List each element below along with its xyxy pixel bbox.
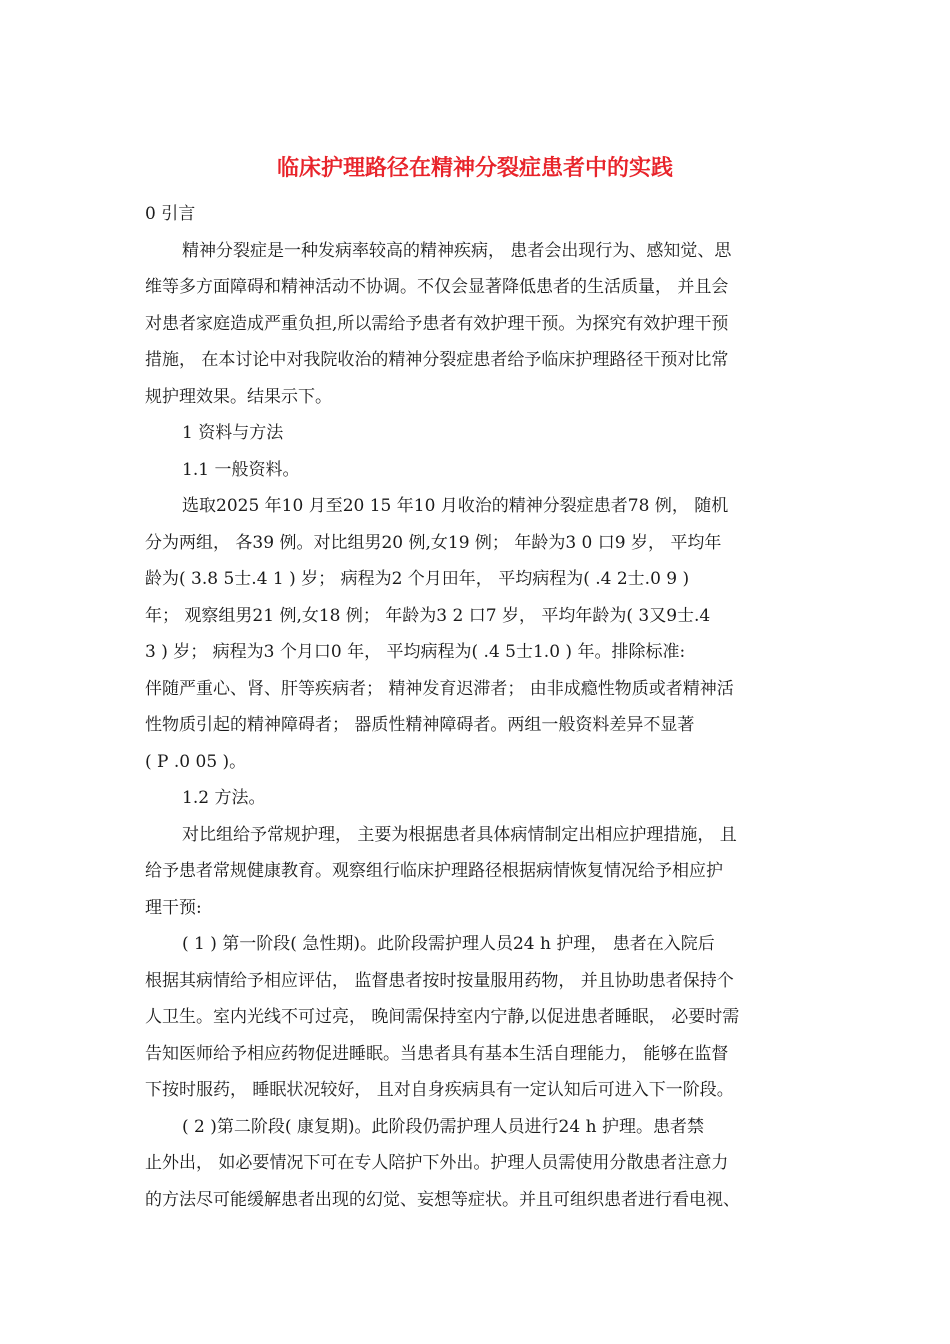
paragraph-line: 性物质引起的精神障碍者； 器质性精神障碍者。两组一般资料差异不显著 <box>145 715 695 735</box>
paragraph-line: 分为两组， 各39 例。对比组男20 例,女19 例； 年龄为3 0 口9 岁， 平均年 <box>145 532 722 553</box>
paragraph-line: ( P .0 05 )。 <box>145 751 247 772</box>
subsection-heading-general: 1.1 一般资料。 <box>182 459 300 480</box>
paragraph-line: 选取2025 年10 月至20 15 年10 月收治的精神分裂症患者78 例， 随机 <box>182 496 729 516</box>
paragraph-line: 的方法尽可能缓解患者出现的幻觉、妄想等症状。并且可组织患者进行看电视、 <box>145 1189 740 1210</box>
paragraph-line: 给予患者常规健康教育。观察组行临床护理路径根据病情恢复情况给予相应护 <box>145 861 723 881</box>
paragraph-line: 维等多方面障碍和精神活动不协调。不仅会显著降低患者的生活质量， 并且会 <box>145 277 729 297</box>
paragraph-line: 规护理效果。结果示下。 <box>145 386 332 407</box>
paragraph-line: 对患者家庭造成严重负担,所以需给予患者有效护理干预。为探究有效护理干预 <box>145 313 729 334</box>
paragraph-line: 下按时服药， 睡眠状况较好， 且对自身疾病具有一定认知后可进入下一阶段。 <box>145 1080 734 1100</box>
document-body <box>145 196 810 1218</box>
paragraph-line: 措施， 在本讨论中对我院收治的精神分裂症患者给予临床护理路径干预对比常 <box>145 350 729 370</box>
paragraph-line: 3 ) 岁； 病程为3 个月口0 年， 平均病程为( .4 5士1.0 ) 年。排除标准: <box>145 642 686 662</box>
section-heading-intro: 0 引言 <box>145 204 196 224</box>
paragraph-line: 对比组给予常规护理， 主要为根据患者具体病情制定出相应护理措施， 且 <box>182 824 737 845</box>
paragraph-line: ( 2 )第二阶段( 康复期)。此阶段仍需护理人员进行24 h 护理。患者禁 <box>182 1116 704 1137</box>
subsection-heading-method: 1.2 方法。 <box>182 788 266 808</box>
paragraph-line: 伴随严重心、肾、肝等疾病者； 精神发育迟滞者； 由非成瘾性物质或者精神活 <box>145 678 734 699</box>
paragraph-line: ( 1 ) 第一阶段( 急性期)。此阶段需护理人员24 h 护理， 患者在入院后 <box>182 934 715 954</box>
paragraph-line: 根据其病情给予相应评估， 监督患者按时按量服用药物， 并且协助患者保持个 <box>145 970 734 991</box>
paragraph-line: 人卫生。室内光线不可过亮， 晚间需保持室内宁静,以促进患者睡眠， 必要时需 <box>145 1007 740 1027</box>
paragraph-line: 龄为( 3.8 5士.4 1 ) 岁； 病程为2 个月田年， 平均病程为( .4 2士.0 9 ) <box>145 569 690 589</box>
paragraph-line: 止外出， 如必要情况下可在专人陪护下外出。护理人员需使用分散患者注意力 <box>145 1153 729 1173</box>
paragraph-line: 告知医师给予相应药物促进睡眠。当患者具有基本生活自理能力， 能够在监督 <box>145 1043 729 1064</box>
paragraph-line: 年； 观察组男21 例,女18 例； 年龄为3 2 口7 岁， 平均年龄为( 3又9士.4 <box>145 605 711 626</box>
document-title: 临床护理路径在精神分裂症患者中的实践 <box>276 155 673 181</box>
section-heading-methods: 1 资料与方法 <box>182 423 284 443</box>
paragraph-line: 精神分裂症是一种发病率较高的精神疾病， 患者会出现行为、感知觉、思 <box>182 240 732 261</box>
paragraph-line: 理干预: <box>145 897 202 918</box>
